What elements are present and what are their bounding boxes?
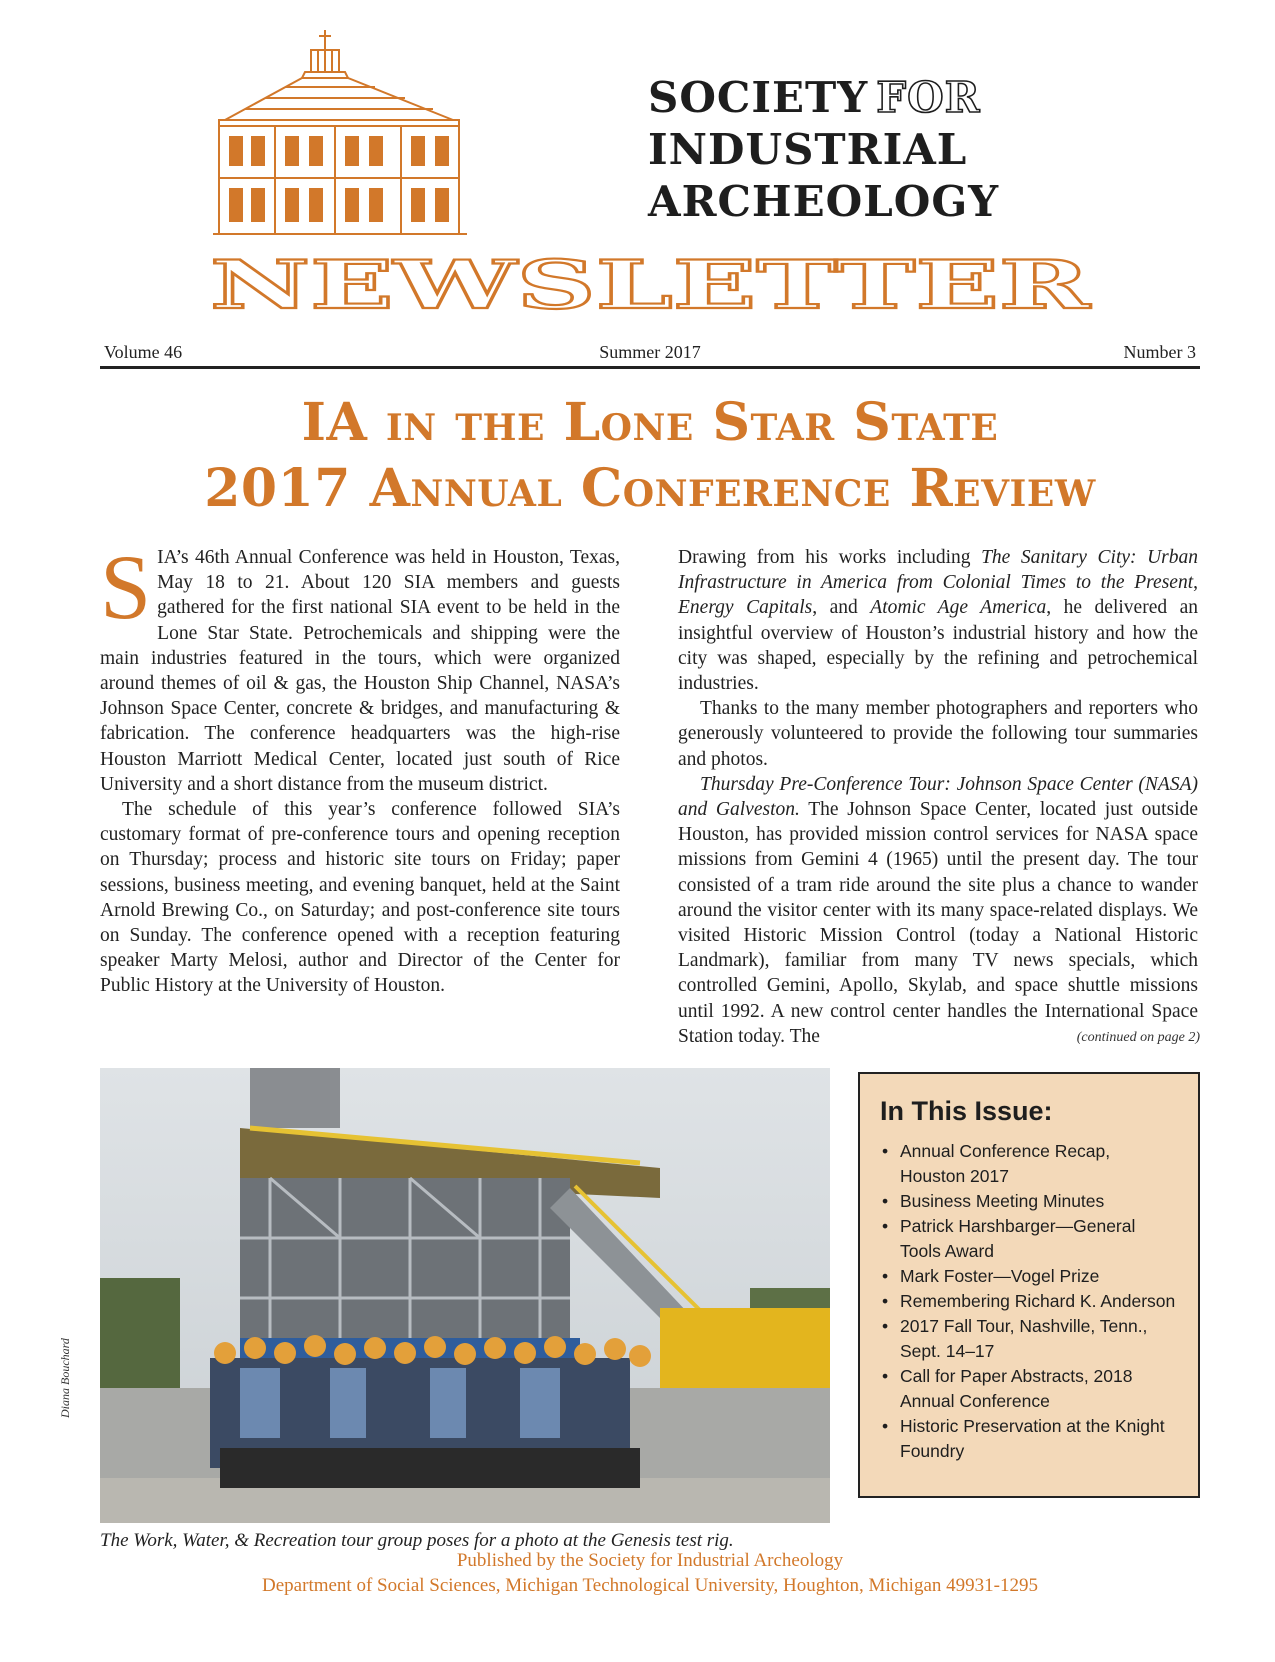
newsletter-text: NEWSLETTER xyxy=(210,252,1092,322)
issue-list-item: • Annual Conference Recap, Houston 2017 xyxy=(880,1139,1180,1189)
tour-group-photo xyxy=(100,1068,830,1523)
continued-note: (continued on page 2) xyxy=(1076,1030,1200,1045)
headline-line-1: IA in the Lone Star State xyxy=(301,392,999,453)
issue-number: Number 3 xyxy=(1123,342,1196,362)
in-this-issue-list xyxy=(880,1139,1180,1464)
article-paragraph xyxy=(678,545,1198,696)
article-paragraph xyxy=(678,772,1198,1049)
photo-caption: The Work, Water, & Recreation tour group poses for a photo at the Genesis test rig. xyxy=(100,1530,734,1551)
paragraph-text: The Johnson Space Center, located just outside Houston, has provided mission control services for NASA space missions from Gemini 4 (1965) until the present day. The tour consisted of a tram ride around the site plus a chance to wander around the visitor center with its many space-related displays. We visited Historic Mission Control (today a National Historic Landmark), familiar from many TV news specials, which controlled Gemini, Apollo, Skylab, and space shuttle missions until 1992. A new control center handles the International Space Station today. The xyxy=(678,799,1198,1047)
headline-line-2: 2017 Annual Conference Review xyxy=(204,458,1096,519)
paragraph-text: Drawing from his works including xyxy=(678,547,982,568)
society-name xyxy=(648,72,1108,228)
newsletter-wordmark xyxy=(200,252,1100,322)
book-title: Atomic Age America xyxy=(870,597,1047,619)
roundhouse-logo-illustration xyxy=(205,28,505,238)
in-this-issue-title: In This Issue: xyxy=(880,1096,1053,1126)
issue-list-item: • Call for Paper Abstracts, 2018 Annual Conference xyxy=(880,1364,1180,1414)
article-paragraph: The schedule of this year’s conference followed SIA’s customary format of pre-conference tours and opening reception on Thursday; process and historic site tours on Friday; paper sessions, business meeting, and evening banquet, held at the Saint Arnold Brewing Co., on Saturday; and post-conference site tours on Sunday. The conference opened with a reception featuring speaker Marty Melosi, author and Director of the Center for Public History at the University of Houston. xyxy=(100,799,620,997)
archeology-word: ARCHEOLOGY xyxy=(648,177,1000,226)
paragraph-text: IA’s 46th Annual Conference was held in Houston, Texas, May 18 to 21. About 120 SIA members and guests gathered for the first national SIA event to be held in the Lone Star State. Petrochemicals and shipping were the main industries featured in the tours, which were organized around themes of oil & gas, the Houston Ship Channel, NASA’s Johnson Space Center, concrete & bridges, and manufacturing & fabrication. The conference headquarters was the high-rise Houston Marriott Medical Center, located just south of Rice University and a short distance from the museum district. xyxy=(100,547,620,795)
issue-info-bar xyxy=(100,340,1200,369)
paragraph-text: , and xyxy=(812,597,871,619)
society-word: SOCIETY xyxy=(648,73,869,122)
article-paragraph xyxy=(100,536,620,797)
in-this-issue-box xyxy=(858,1072,1200,1498)
issue-list-item: • Historic Preservation at the Knight Foundry xyxy=(880,1414,1180,1464)
publisher-footer xyxy=(100,1548,1200,1598)
article-column-2 xyxy=(678,545,1198,1049)
main-headline xyxy=(100,390,1200,522)
issue-season: Summer 2017 xyxy=(599,342,701,362)
paragraph-text: , xyxy=(1193,572,1198,594)
tour-title: Thursday Pre-Conference Tour: Johnson Space Center (NASA) and Galveston. xyxy=(678,773,1198,821)
drop-cap: S xyxy=(100,536,152,638)
article-column-1 xyxy=(100,536,620,999)
photo-credit: Diana Bouchard xyxy=(58,1338,72,1418)
issue-list-item: • Remembering Richard K. Anderson xyxy=(880,1289,1180,1314)
for-word: FOR xyxy=(876,73,981,122)
issue-volume: Volume 46 xyxy=(104,342,183,362)
industrial-word: INDUSTRIAL xyxy=(648,125,968,174)
issue-list-item: • 2017 Fall Tour, Nashville, Tenn., Sept. 14–17 xyxy=(880,1314,1180,1364)
issue-list-item: • Business Meeting Minutes xyxy=(880,1189,1180,1214)
article-paragraph: Thanks to the many member photographers and reporters who generously volunteered to provide the following tour summaries and photos. xyxy=(678,698,1198,770)
issue-list-item: • Patrick Harshbarger—General Tools Award xyxy=(880,1214,1180,1264)
book-title: Energy Capitals xyxy=(678,597,813,619)
publisher-address: Department of Social Sciences, Michigan Technological University, Houghton, Michigan 49931-1295 xyxy=(262,1575,1038,1596)
publisher-line: Published by the Society for Industrial Archeology xyxy=(456,1550,844,1571)
book-title: The Sanitary City: Urban Infrastructure in America from Colonial Times to the Present xyxy=(678,547,1199,594)
issue-list-item: • Mark Foster—Vogel Prize xyxy=(880,1264,1180,1289)
paragraph-text: , he delivered an insightful overview of Houston’s industrial history and how the city was shaped, especially by the refining and petrochemical industries. xyxy=(678,597,1199,695)
